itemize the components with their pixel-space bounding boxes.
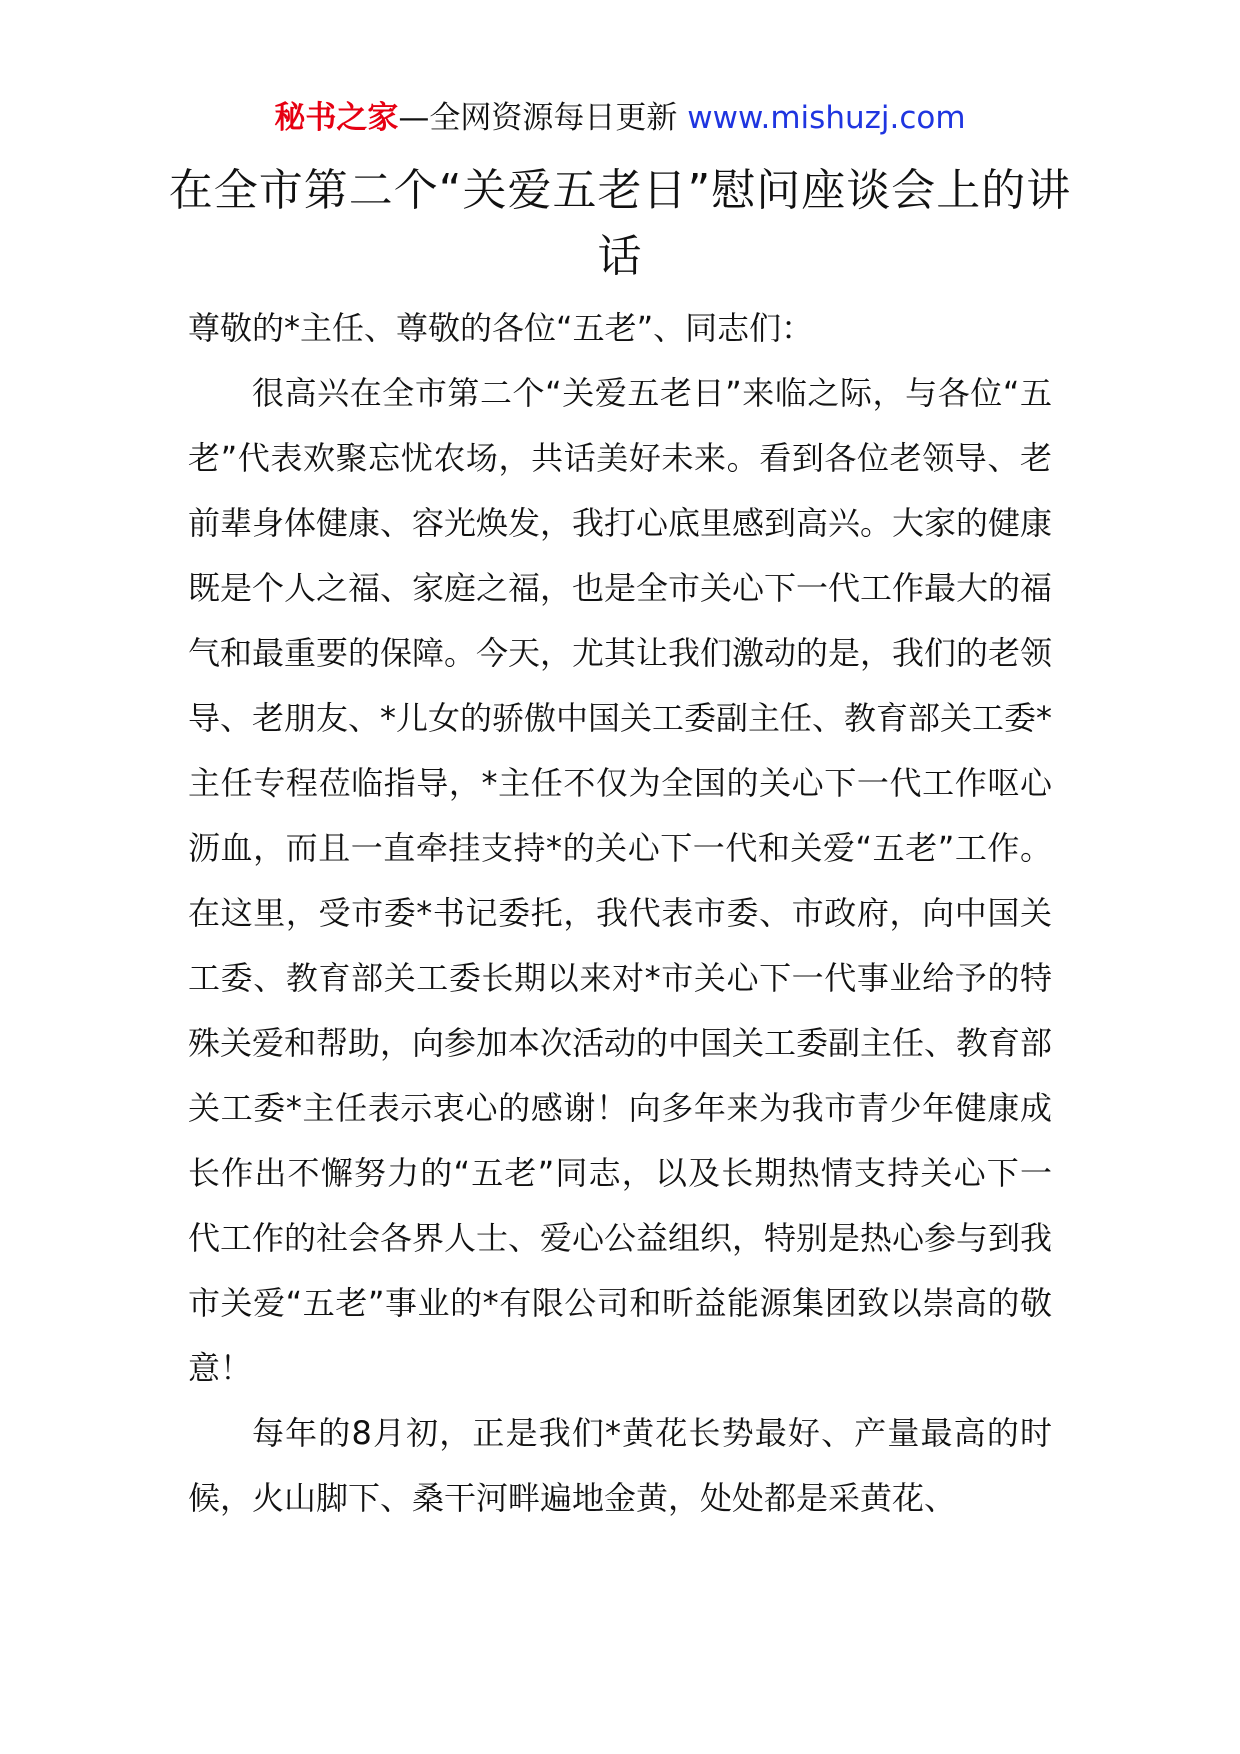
salutation: 尊敬的*主任、尊敬的各位“五老”、同志们：	[188, 309, 814, 347]
document-title: 在全市第二个“关爱五老日”慰问座谈会上的讲话	[168, 165, 1072, 282]
document-body	[188, 296, 1052, 1531]
site-brand: 秘书之家	[274, 100, 399, 136]
site-slogan: —全网资源每日更新	[398, 100, 678, 136]
site-header	[0, 96, 1240, 140]
site-url[interactable]: www.mishuzj.com	[687, 100, 966, 136]
paragraph: 很高兴在全市第二个“关爱五老日”来临之际，与各位“五老”代表欢聚忘忧农场，共话美好未来。看到各位老领导、老前辈身体健康、容光焕发，我打心底里感到高兴。大家的健康既是个人之福、家庭之福，也是全市关心下一代工作最大的福气和最重要的保障。今天，尤其让我们激动的是，我们的老领导、老朋友、*儿女的骄傲中国关工委副主任、教育部关工委*主任专程莅临指导，*主任不仅为全国的关心下一代工作呕心沥血，而且一直牵挂支持*的关心下一代和关爱“五老”工作。在这里，受市委*书记委托，我代表市委、市政府，向中国关工委、教育部关工委长期以来对*市关心下一代事业给予的特殊关爱和帮助，向参加本次活动的中国关工委副主任、教育部关工委*主任表示衷心的感谢！向多年来为我市青少年健康成长作出不懈努力的“五老”同志，以及长期热情支持关心下一代工作的社会各界人士、爱心公益组织，特别是热心参与到我市关爱“五老”事业的*有限公司和昕益能源集团致以崇高的敬意！	[188, 374, 1053, 1387]
paragraph: 每年的8月初，正是我们*黄花长势最好、产量最高的时候，火山脚下、桑干河畔遍地金黄，处处都是采黄花、	[188, 1414, 1052, 1517]
